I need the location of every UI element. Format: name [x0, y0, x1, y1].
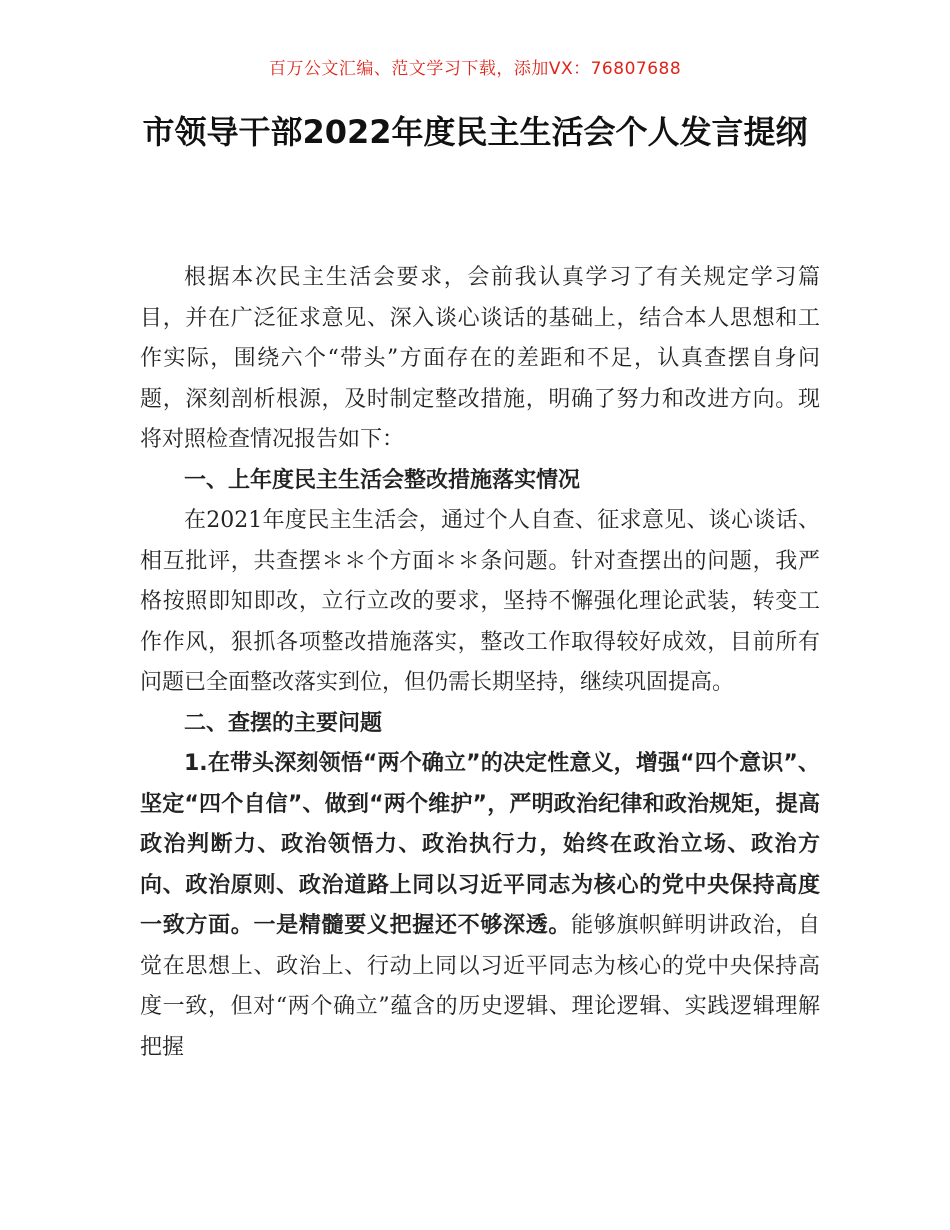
- item-1-paragraph: [140, 744, 820, 1068]
- section-heading-2: 二、查摆的主要问题: [184, 710, 383, 736]
- item-1-body-text: 能够旗帜鲜明讲政治，自觉在思想上、政治上、行动上同以习近平同志为核心的党中央保持高度一致，但对“两个确立”蕴含的历史逻辑、理论逻辑、实践逻辑理解把握: [140, 913, 820, 1060]
- document-body: [140, 258, 820, 1068]
- intro-paragraph: 根据本次民主生活会要求，会前我认真学习了有关规定学习篇目，并在广泛征求意见、深入谈心谈话的基础上，结合本人思想和工作实际，围绕六个“带头”方面存在的差距和不足，认真查摆自身问题，深刻剖析根源，及时制定整改措施，明确了努力和改进方向。现将对照检查情况报告如下：: [140, 265, 820, 452]
- item-1-bold-lead: 1.在带头深刻领悟“两个确立”的决定性意义，增强“四个意识”、坚定“四个自信”、做到“两个维护”，严明政治纪律和政治规矩，提高政治判断力、政治领悟力、政治执行力，始终在政治立场、政治方向、政治原则、政治道路上同以习近平同志为核心的党中央保持高度一致方面。一是精髓要义把握还不够深透。: [140, 751, 820, 938]
- section-heading-1: 一、上年度民主生活会整改措施落实情况: [184, 467, 581, 493]
- watermark-banner: 百万公文汇编、范文学习下载，添加VX：76807688: [268, 59, 682, 79]
- document-title: 市领导干部2022年度民主生活会个人发言提纲: [142, 113, 808, 151]
- section-1-paragraph: 在2021年度民主生活会，通过个人自查、征求意见、谈心谈话、相互批评，共查摆＊＊个方面＊＊条问题。针对查摆出的问题，我严格按照即知即改，立行立改的要求，坚持不懈强化理论武装，转变工作作风，狠抓各项整改措施落实，整改工作取得较好成效，目前所有问题已全面整改落实到位，但仍需长期坚持，继续巩固提高。: [140, 508, 820, 695]
